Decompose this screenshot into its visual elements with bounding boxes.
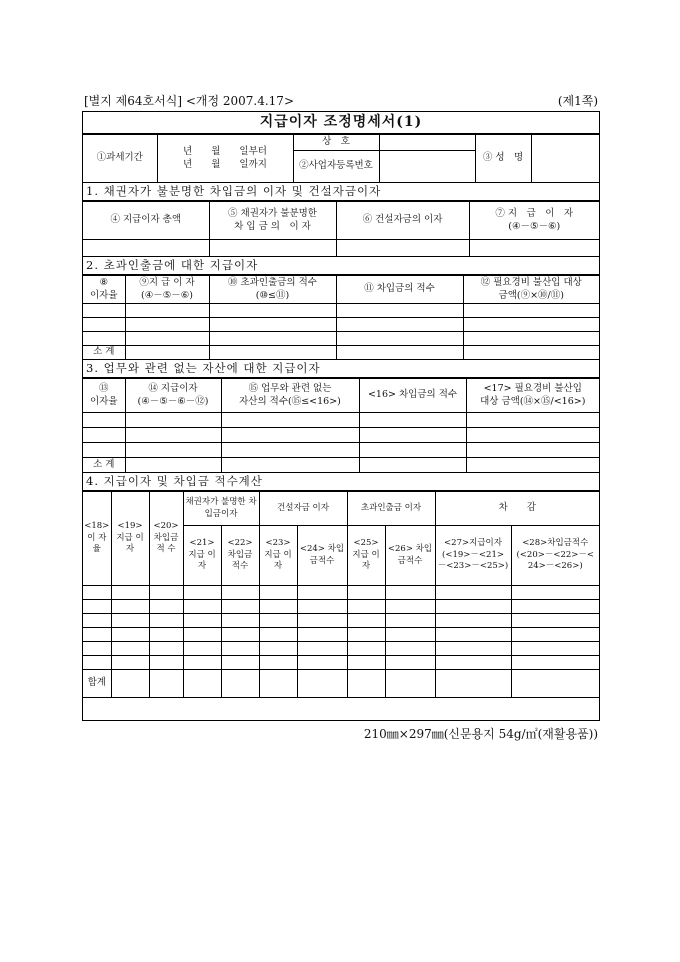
cell[interactable]	[347, 642, 385, 656]
form-header	[84, 92, 598, 109]
cell[interactable]	[435, 628, 511, 642]
h9-line2: (④－⑤－⑥)	[141, 289, 193, 301]
taxpayer-info-table	[83, 134, 599, 183]
cell[interactable]	[221, 670, 259, 698]
section3-table	[83, 378, 599, 473]
h27-line3: －<23>－<25>)	[437, 561, 509, 572]
h28-line3: 24>－<26>)	[527, 561, 583, 572]
paper-spec: 210㎜×297㎜(신문용지 54g/㎡(재활용품))	[363, 727, 598, 741]
cell[interactable]	[111, 642, 149, 656]
h25: <25> 지급 이자	[347, 526, 385, 586]
period-to: 년 월 일까지	[183, 158, 267, 170]
paid-interest-header	[125, 379, 221, 413]
cell[interactable]	[125, 413, 221, 428]
period-from: 년 월 일부터	[183, 145, 267, 157]
cell[interactable]	[385, 586, 435, 600]
h13-line2: 이자율	[89, 395, 118, 407]
cell[interactable]	[111, 656, 149, 670]
cell[interactable]	[435, 600, 511, 614]
section2-table	[83, 275, 599, 360]
cell[interactable]	[511, 642, 599, 656]
cell[interactable]	[183, 670, 221, 698]
h28	[511, 526, 599, 586]
cell[interactable]	[359, 428, 466, 443]
form-title: 지급이자 조정명세서(1)	[83, 112, 599, 134]
cell[interactable]	[463, 304, 599, 318]
borrowing-sum-header: <16> 차입금의 적수	[359, 379, 466, 413]
cell[interactable]	[336, 240, 469, 257]
deduction-group: 차 감	[435, 492, 599, 526]
cell[interactable]	[83, 413, 125, 428]
cell[interactable]	[435, 614, 511, 628]
h17-line1: <17> 필요경비 불산입	[483, 382, 582, 394]
cell[interactable]	[83, 304, 125, 318]
h15-line1: ⑮ 업무와 관련 없는	[248, 382, 332, 394]
tax-period-label: ①과세기간	[83, 135, 157, 183]
cell[interactable]	[435, 670, 511, 698]
cell[interactable]	[385, 600, 435, 614]
cell[interactable]	[209, 346, 336, 360]
total-label: 합계	[83, 670, 111, 698]
section2-title: 2. 초과인출금에 대한 지급이자	[83, 257, 599, 275]
cell[interactable]	[385, 642, 435, 656]
cell[interactable]	[435, 656, 511, 670]
h21: <21> 지급 이자	[183, 526, 221, 586]
section4-table	[83, 491, 599, 698]
cell[interactable]	[385, 628, 435, 642]
cell[interactable]	[83, 642, 111, 656]
cell[interactable]	[259, 670, 297, 698]
h13-line1: ⑬	[98, 382, 109, 394]
unknown-creditor-group: 채권자가 불명한 차입금이자	[183, 492, 259, 526]
h27	[435, 526, 511, 586]
cell[interactable]	[347, 656, 385, 670]
h10-line2: (⑩≤⑪)	[255, 289, 290, 301]
cell[interactable]	[221, 443, 359, 458]
cell[interactable]	[359, 458, 466, 473]
construction-group: 건설자금 이자	[259, 492, 347, 526]
cell[interactable]	[466, 443, 599, 458]
h7-line2: (④－⑤－⑥)	[508, 220, 561, 232]
h10-line1: ⑩ 초과인출금의 적수	[228, 276, 317, 288]
cell[interactable]	[209, 332, 336, 346]
name-label: ③ 성 명	[475, 135, 531, 183]
cell[interactable]	[149, 628, 183, 642]
cell[interactable]	[297, 670, 347, 698]
h17-line2: 대상 금액(⑭×⑮/<16>)	[480, 395, 586, 407]
h15-line2: 자산의 적수(⑮≤<16>)	[239, 395, 341, 407]
h23: <23> 지급 이자	[259, 526, 297, 586]
cell[interactable]	[297, 656, 347, 670]
cell[interactable]	[83, 586, 111, 600]
cell[interactable]	[385, 614, 435, 628]
cell[interactable]	[111, 586, 149, 600]
cell[interactable]	[221, 600, 259, 614]
h27-line2: (<19>－<21>	[442, 549, 504, 560]
cell[interactable]	[83, 614, 111, 628]
cell[interactable]	[347, 586, 385, 600]
excess-withdrawal-group: 초과인출금 이자	[347, 492, 435, 526]
cell[interactable]	[125, 443, 221, 458]
cell[interactable]	[83, 600, 111, 614]
cell[interactable]	[221, 586, 259, 600]
excess-withdrawal-header	[209, 276, 336, 304]
cell[interactable]	[183, 600, 221, 614]
cell[interactable]	[183, 656, 221, 670]
h7-line1: ⑦ 지 급 이 자	[495, 207, 574, 219]
cell[interactable]	[83, 318, 125, 332]
non-deductible-header	[466, 379, 599, 413]
section3-title: 3. 업무와 관련 없는 자산에 대한 지급이자	[83, 360, 599, 378]
cell[interactable]	[183, 614, 221, 628]
cell[interactable]	[469, 240, 599, 257]
cell[interactable]	[149, 656, 183, 670]
trade-name-field[interactable]	[379, 135, 475, 151]
paid-interest-header	[469, 202, 599, 240]
cell[interactable]	[385, 670, 435, 698]
h5-line2: 차 입 금 의 이 자	[234, 220, 311, 232]
h28-line2: (<20>－<22>－<	[516, 549, 595, 560]
rate-header	[83, 379, 125, 413]
cell[interactable]	[511, 614, 599, 628]
cell[interactable]	[466, 458, 599, 473]
cell[interactable]	[336, 346, 463, 360]
cell[interactable]	[221, 642, 259, 656]
cell[interactable]	[111, 670, 149, 698]
cell[interactable]	[511, 586, 599, 600]
construction-interest-header: ⑥ 건설자금의 이자	[336, 202, 469, 240]
cell[interactable]	[111, 628, 149, 642]
cell[interactable]	[83, 428, 125, 443]
cell[interactable]	[511, 670, 599, 698]
paid-interest-header: <19> 지급 이자	[111, 492, 149, 586]
section1-title: 1. 채권자가 불분명한 차입금의 이자 및 건설자금이자	[83, 183, 599, 201]
cell[interactable]	[83, 240, 209, 257]
biz-reg-label: ②사업자등록번호	[293, 151, 379, 183]
paid-interest-header	[125, 276, 209, 304]
cell[interactable]	[83, 656, 111, 670]
cell[interactable]	[183, 628, 221, 642]
cell[interactable]	[125, 346, 209, 360]
cell[interactable]	[125, 458, 221, 473]
h22: <22> 차입금 적수	[221, 526, 259, 586]
cell[interactable]	[511, 600, 599, 614]
cell[interactable]	[336, 304, 463, 318]
cell[interactable]	[221, 628, 259, 642]
cell[interactable]	[259, 628, 297, 642]
cell[interactable]	[259, 586, 297, 600]
cell[interactable]	[297, 586, 347, 600]
cell[interactable]	[435, 586, 511, 600]
cell[interactable]	[221, 428, 359, 443]
cell[interactable]	[221, 656, 259, 670]
cell[interactable]	[359, 443, 466, 458]
cell[interactable]	[221, 413, 359, 428]
subtotal-label: 소 계	[83, 458, 125, 473]
cell[interactable]	[297, 614, 347, 628]
borrowing-sum-header: ⑪ 차입금의 적수	[336, 276, 463, 304]
borrowing-sum-header: <20> 차입금 적 수	[149, 492, 183, 586]
cell[interactable]	[83, 443, 125, 458]
cell[interactable]	[209, 240, 336, 257]
cell[interactable]	[347, 600, 385, 614]
cell[interactable]	[149, 642, 183, 656]
h8-line2: 이자율	[89, 289, 118, 301]
h12-line1: ⑫ 필요경비 불산입 대상	[480, 276, 582, 288]
h28-line1: <28>차입금적수	[522, 538, 589, 549]
cell[interactable]	[209, 318, 336, 332]
h8-line1: ⑧	[99, 276, 109, 288]
cell[interactable]	[149, 586, 183, 600]
cell[interactable]	[259, 642, 297, 656]
h14-line1: ⑭ 지급이자	[148, 382, 198, 394]
h26: <26> 차입금적수	[385, 526, 435, 586]
cell[interactable]	[463, 318, 599, 332]
cell[interactable]	[209, 304, 336, 318]
cell[interactable]	[297, 628, 347, 642]
tax-period-field[interactable]	[157, 135, 293, 183]
cell[interactable]	[125, 332, 209, 346]
section1-table	[83, 201, 599, 257]
rate-header	[83, 276, 125, 304]
cell[interactable]	[183, 642, 221, 656]
cell[interactable]	[221, 458, 359, 473]
cell[interactable]	[463, 346, 599, 360]
h9-line1: ⑨지 급 이 자	[139, 276, 195, 288]
cell[interactable]	[347, 628, 385, 642]
cell[interactable]	[149, 614, 183, 628]
cell[interactable]	[149, 670, 183, 698]
section4-title: 4. 지급이자 및 차입금 적수계산	[83, 473, 599, 491]
cell[interactable]	[511, 628, 599, 642]
cell[interactable]	[336, 318, 463, 332]
cell[interactable]	[125, 304, 209, 318]
form-number: [별지 제64호서식] <개정 2007.4.17>	[84, 94, 294, 108]
cell[interactable]	[297, 642, 347, 656]
h24: <24> 차입금적수	[297, 526, 347, 586]
cell[interactable]	[259, 614, 297, 628]
cell[interactable]	[466, 428, 599, 443]
trade-name-label: 상 호	[293, 135, 379, 151]
cell[interactable]	[347, 614, 385, 628]
cell[interactable]	[463, 332, 599, 346]
h12-line2: 금액(⑨×⑩/⑪)	[498, 289, 564, 301]
interest-adjustment-form	[82, 111, 600, 721]
unknown-creditor-interest-header	[209, 202, 336, 240]
h27-line1: <27>지급이자	[444, 538, 502, 549]
cell[interactable]	[347, 670, 385, 698]
page-number: (제1쪽)	[557, 94, 598, 108]
cell[interactable]	[297, 600, 347, 614]
cell[interactable]	[511, 656, 599, 670]
cell[interactable]	[125, 428, 221, 443]
h5-line1: ⑤ 채권자가 불분명한	[228, 207, 317, 219]
cell[interactable]	[359, 413, 466, 428]
cell[interactable]	[111, 614, 149, 628]
name-field[interactable]	[531, 135, 599, 183]
cell[interactable]	[385, 656, 435, 670]
cell[interactable]	[259, 600, 297, 614]
rate-header: <18> 이 자 율	[83, 492, 111, 586]
non-deductible-header	[463, 276, 599, 304]
cell[interactable]	[336, 332, 463, 346]
subtotal-label: 소 계	[83, 346, 125, 360]
cell[interactable]	[149, 600, 183, 614]
h14-line2: (④－⑤－⑥－⑫)	[137, 395, 209, 407]
cell[interactable]	[183, 586, 221, 600]
unrelated-asset-header	[221, 379, 359, 413]
cell[interactable]	[221, 614, 259, 628]
cell[interactable]	[435, 642, 511, 656]
cell[interactable]	[125, 318, 209, 332]
cell[interactable]	[259, 656, 297, 670]
biz-reg-field[interactable]	[379, 151, 475, 183]
cell[interactable]	[466, 413, 599, 428]
cell[interactable]	[111, 600, 149, 614]
cell[interactable]	[83, 628, 111, 642]
cell[interactable]	[83, 332, 125, 346]
total-interest-header: ④ 지급이자 총액	[83, 202, 209, 240]
